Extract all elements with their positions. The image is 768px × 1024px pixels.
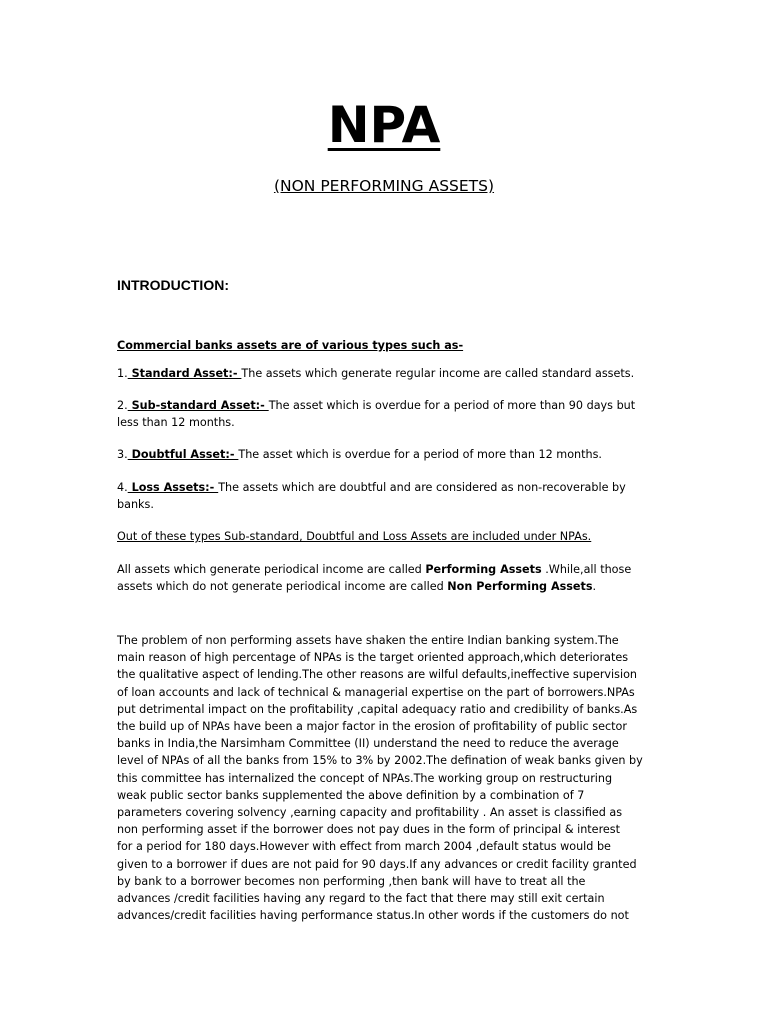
paragraph-line: the qualitative aspect of lending.The other reasons are wilful defaults,ineffective supervision <box>117 668 638 682</box>
paragraph-line: given to a borrower if dues are not paid for 90 days.If any advances or credit facility granted <box>117 857 637 871</box>
title-text: NPA <box>327 96 441 154</box>
asset-type-number: 4. <box>117 481 128 494</box>
non-performing-assets-term: Non Performing Assets <box>447 580 593 594</box>
paragraph-line: main reason of high percentage of NPAs is the target oriented approach,which deteriorates <box>117 651 629 665</box>
asset-type-description: The assets which generate regular income are called standard assets. <box>241 367 635 380</box>
npa-inclusion-note: Out of these types Sub-standard, Doubtful and Loss Assets are included under NPAs. <box>117 530 592 543</box>
paragraph-line: weak public sector banks supplemented the above definition by a combination of 7 <box>117 788 585 802</box>
performing-assets-paragraph <box>117 561 657 595</box>
asset-type-description: The asset which is overdue for a period of more than 12 months. <box>238 448 602 461</box>
asset-type-item <box>117 479 657 513</box>
asset-type-item <box>117 397 657 431</box>
paragraph-line: banks in India,the Narsimham Committee (II) understand the need to reduce the average <box>117 737 619 751</box>
paragraph-line: The problem of non performing assets have shaken the entire Indian banking system.The <box>117 634 619 647</box>
asset-type-number: 2. <box>117 399 128 412</box>
paragraph-line: non performing asset if the borrower does not pay dues in the form of principal & interest <box>117 823 621 837</box>
performing-text-3: . <box>592 580 597 594</box>
npa-problem-paragraph <box>117 632 677 924</box>
asset-type-term: Sub-standard Asset:- <box>127 399 269 412</box>
performing-text-1: All assets which generate periodical income are called <box>117 563 426 576</box>
paragraph-line: level of NPAs of all the banks from 15% to 3% by 2002.The defination of weak banks given by <box>117 754 643 768</box>
paragraph-line: for a period for 180 days.However with effect from march 2004 ,default status would be <box>117 840 611 854</box>
asset-type-item <box>117 446 657 463</box>
introduction-heading: INTRODUCTION: <box>117 277 229 293</box>
paragraph-line: put detrimental impact on the profitability ,capital adequacy ratio and credibility of banks.As <box>117 702 638 716</box>
paragraph-line: this committee has internalized the concept of NPAs.The working group on restructuring <box>117 771 613 785</box>
asset-type-number: 1. <box>117 367 128 380</box>
document-subtitle <box>0 176 768 196</box>
asset-type-number: 3. <box>117 448 128 461</box>
document-title <box>0 92 768 158</box>
paragraph-line: the build up of NPAs have been a major factor in the erosion of profitability of public sector <box>117 720 627 734</box>
asset-type-term: Doubtful Asset:- <box>127 448 239 461</box>
paragraph-line: of loan accounts and lack of technical & managerial expertise on the part of borrowers.NPAs <box>117 685 635 699</box>
asset-type-term: Loss Assets:- <box>127 481 219 494</box>
paragraph-line: parameters covering solvency ,earning capacity and profitability . An asset is classified as <box>117 806 623 820</box>
asset-type-description: The assets which are doubtful and are considered as non-recoverable by banks. <box>117 481 626 512</box>
performing-text-2: .While,all those assets which do not generate periodical income are called <box>117 563 632 594</box>
performing-assets-term: Performing Assets <box>425 563 542 576</box>
paragraph-line: advances /credit facilities having any regard to the fact that there may still exit certain <box>117 892 605 906</box>
paragraph-line: by bank to a borrower becomes non performing ,then bank will have to treat all the <box>117 874 586 888</box>
asset-type-term: Standard Asset:- <box>127 367 242 380</box>
asset-type-description: The asset which is overdue for a period of more than 90 days but less than 12 months. <box>117 399 636 430</box>
asset-type-item <box>117 365 657 382</box>
paragraph-line: advances/credit facilities having performance status.In other words if the customers do not <box>117 909 629 923</box>
subtitle-text: (NON PERFORMING ASSETS) <box>273 177 495 195</box>
asset-types-heading: Commercial banks assets are of various types such as- <box>117 339 464 352</box>
